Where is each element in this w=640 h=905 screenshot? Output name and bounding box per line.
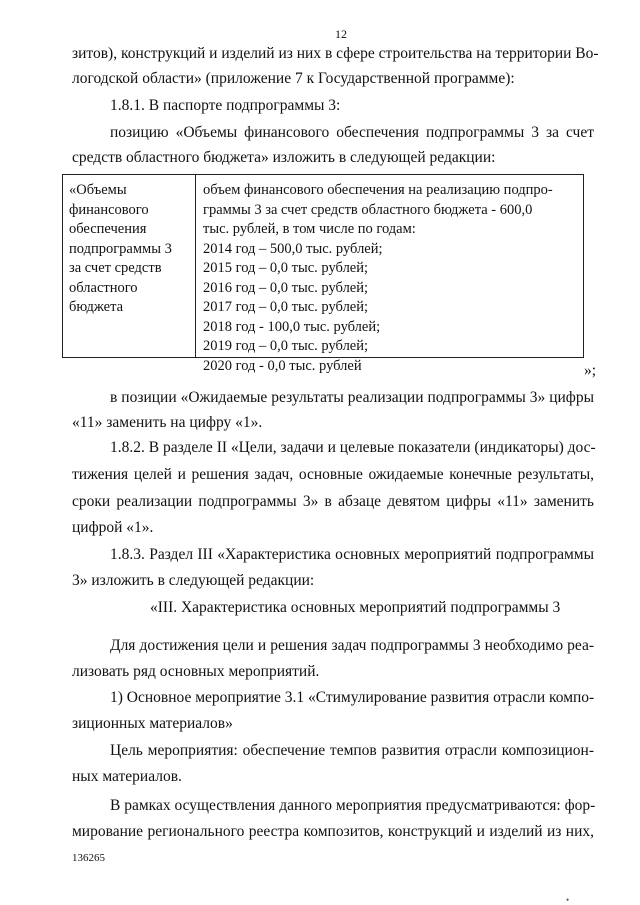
paragraph-line: В рамках осуществления данного мероприятия предусматриваются: фор-: [110, 797, 596, 814]
table-right-line: 2020 год - 0,0 тыс. рублей: [203, 357, 362, 374]
section-heading: «III. Характеристика основных мероприятий подпрограммы 3: [150, 599, 561, 616]
table-right-line: граммы 3 за счет средств областного бюджета - 600,0: [203, 201, 533, 218]
table-right-line: тыс. рублей, в том числе по годам:: [203, 221, 416, 237]
paragraph-line: зиционных материалов»: [72, 715, 233, 732]
paragraph-line: в позиции «Ожидаемые результаты реализации подпрограммы 3» цифры: [110, 389, 594, 406]
table-right-line: объем финансового обеспечения на реализацию подпро-: [203, 182, 553, 198]
paragraph-line: сроки реализации подпрограммы 3» в абзаце девятом цифры «11» заменить: [72, 493, 594, 510]
paragraph-line: ных материалов.: [72, 768, 182, 785]
paragraph-line: 3» изложить в следующей редакции:: [72, 572, 315, 589]
paragraph-line: логодской области» (приложение 7 к Государственной программе):: [72, 70, 515, 87]
document-code: 136265: [72, 852, 105, 864]
table-left-line: подпрограммы 3: [69, 240, 172, 257]
paragraph-line: лизовать ряд основных мероприятий.: [72, 663, 320, 680]
table-right-line: 2018 год - 100,0 тыс. рублей;: [203, 318, 381, 335]
table-left-line: бюджета: [69, 299, 124, 315]
table-right-line: 2017 год – 0,0 тыс. рублей;: [203, 299, 369, 315]
funding-table: [62, 174, 584, 374]
table-left-cell: [69, 181, 172, 318]
paragraph-line: средств областного бюджета» изложить в следующей редакции:: [72, 149, 496, 166]
paragraph-line: мирование регионального реестра композитов, конструкций и изделий из них,: [72, 823, 594, 840]
table-divider: [195, 175, 196, 357]
table-right-cell: [203, 181, 578, 376]
footer-mark: •: [566, 895, 570, 905]
table-right-line: 2019 год – 0,0 тыс. рублей;: [203, 338, 369, 354]
table-left-line: областного: [69, 279, 138, 296]
page-number: 12: [335, 27, 347, 41]
table-closing-mark: »;: [584, 362, 597, 379]
paragraph-line: тижения целей и решения задач, основные ожидаемые конечные результаты,: [72, 466, 594, 483]
paragraph-line: Для достижения цели и решения задач подпрограммы 3 необходимо реа-: [110, 637, 594, 654]
table-left-line: за счет средств: [69, 260, 162, 276]
paragraph-line: зитов), конструкций и изделий из них в сфере строительства на территории Во-: [72, 45, 599, 62]
table-left-line: «Объемы: [69, 182, 127, 198]
paragraph-line: 1) Основное мероприятие 3.1 «Стимулирование развития отрасли компо-: [110, 689, 595, 706]
table-right-line: 2015 год – 0,0 тыс. рублей;: [203, 260, 369, 276]
table-left-line: финансового: [69, 201, 149, 218]
table-right-line: 2016 год – 0,0 тыс. рублей;: [203, 279, 369, 296]
paragraph-line: 1.8.1. В паспорте подпрограммы 3:: [110, 97, 341, 114]
paragraph-line: Цель мероприятия: обеспечение темпов развития отрасли композицион-: [110, 742, 594, 759]
table-right-line: 2014 год – 500,0 тыс. рублей;: [203, 240, 383, 257]
paragraph-line: цифрой «1».: [72, 519, 154, 536]
paragraph-line: 1.8.2. В разделе II «Цели, задачи и целевые показатели (индикаторы) дос-: [110, 439, 596, 456]
paragraph-line: позицию «Объемы финансового обеспечения подпрограммы 3 за счет: [110, 124, 594, 141]
table-left-line: обеспечения: [69, 221, 147, 237]
paragraph-line: «11» заменить на цифру «1».: [72, 414, 263, 431]
paragraph-line: 1.8.3. Раздел III «Характеристика основных мероприятий подпрограммы: [110, 546, 594, 563]
